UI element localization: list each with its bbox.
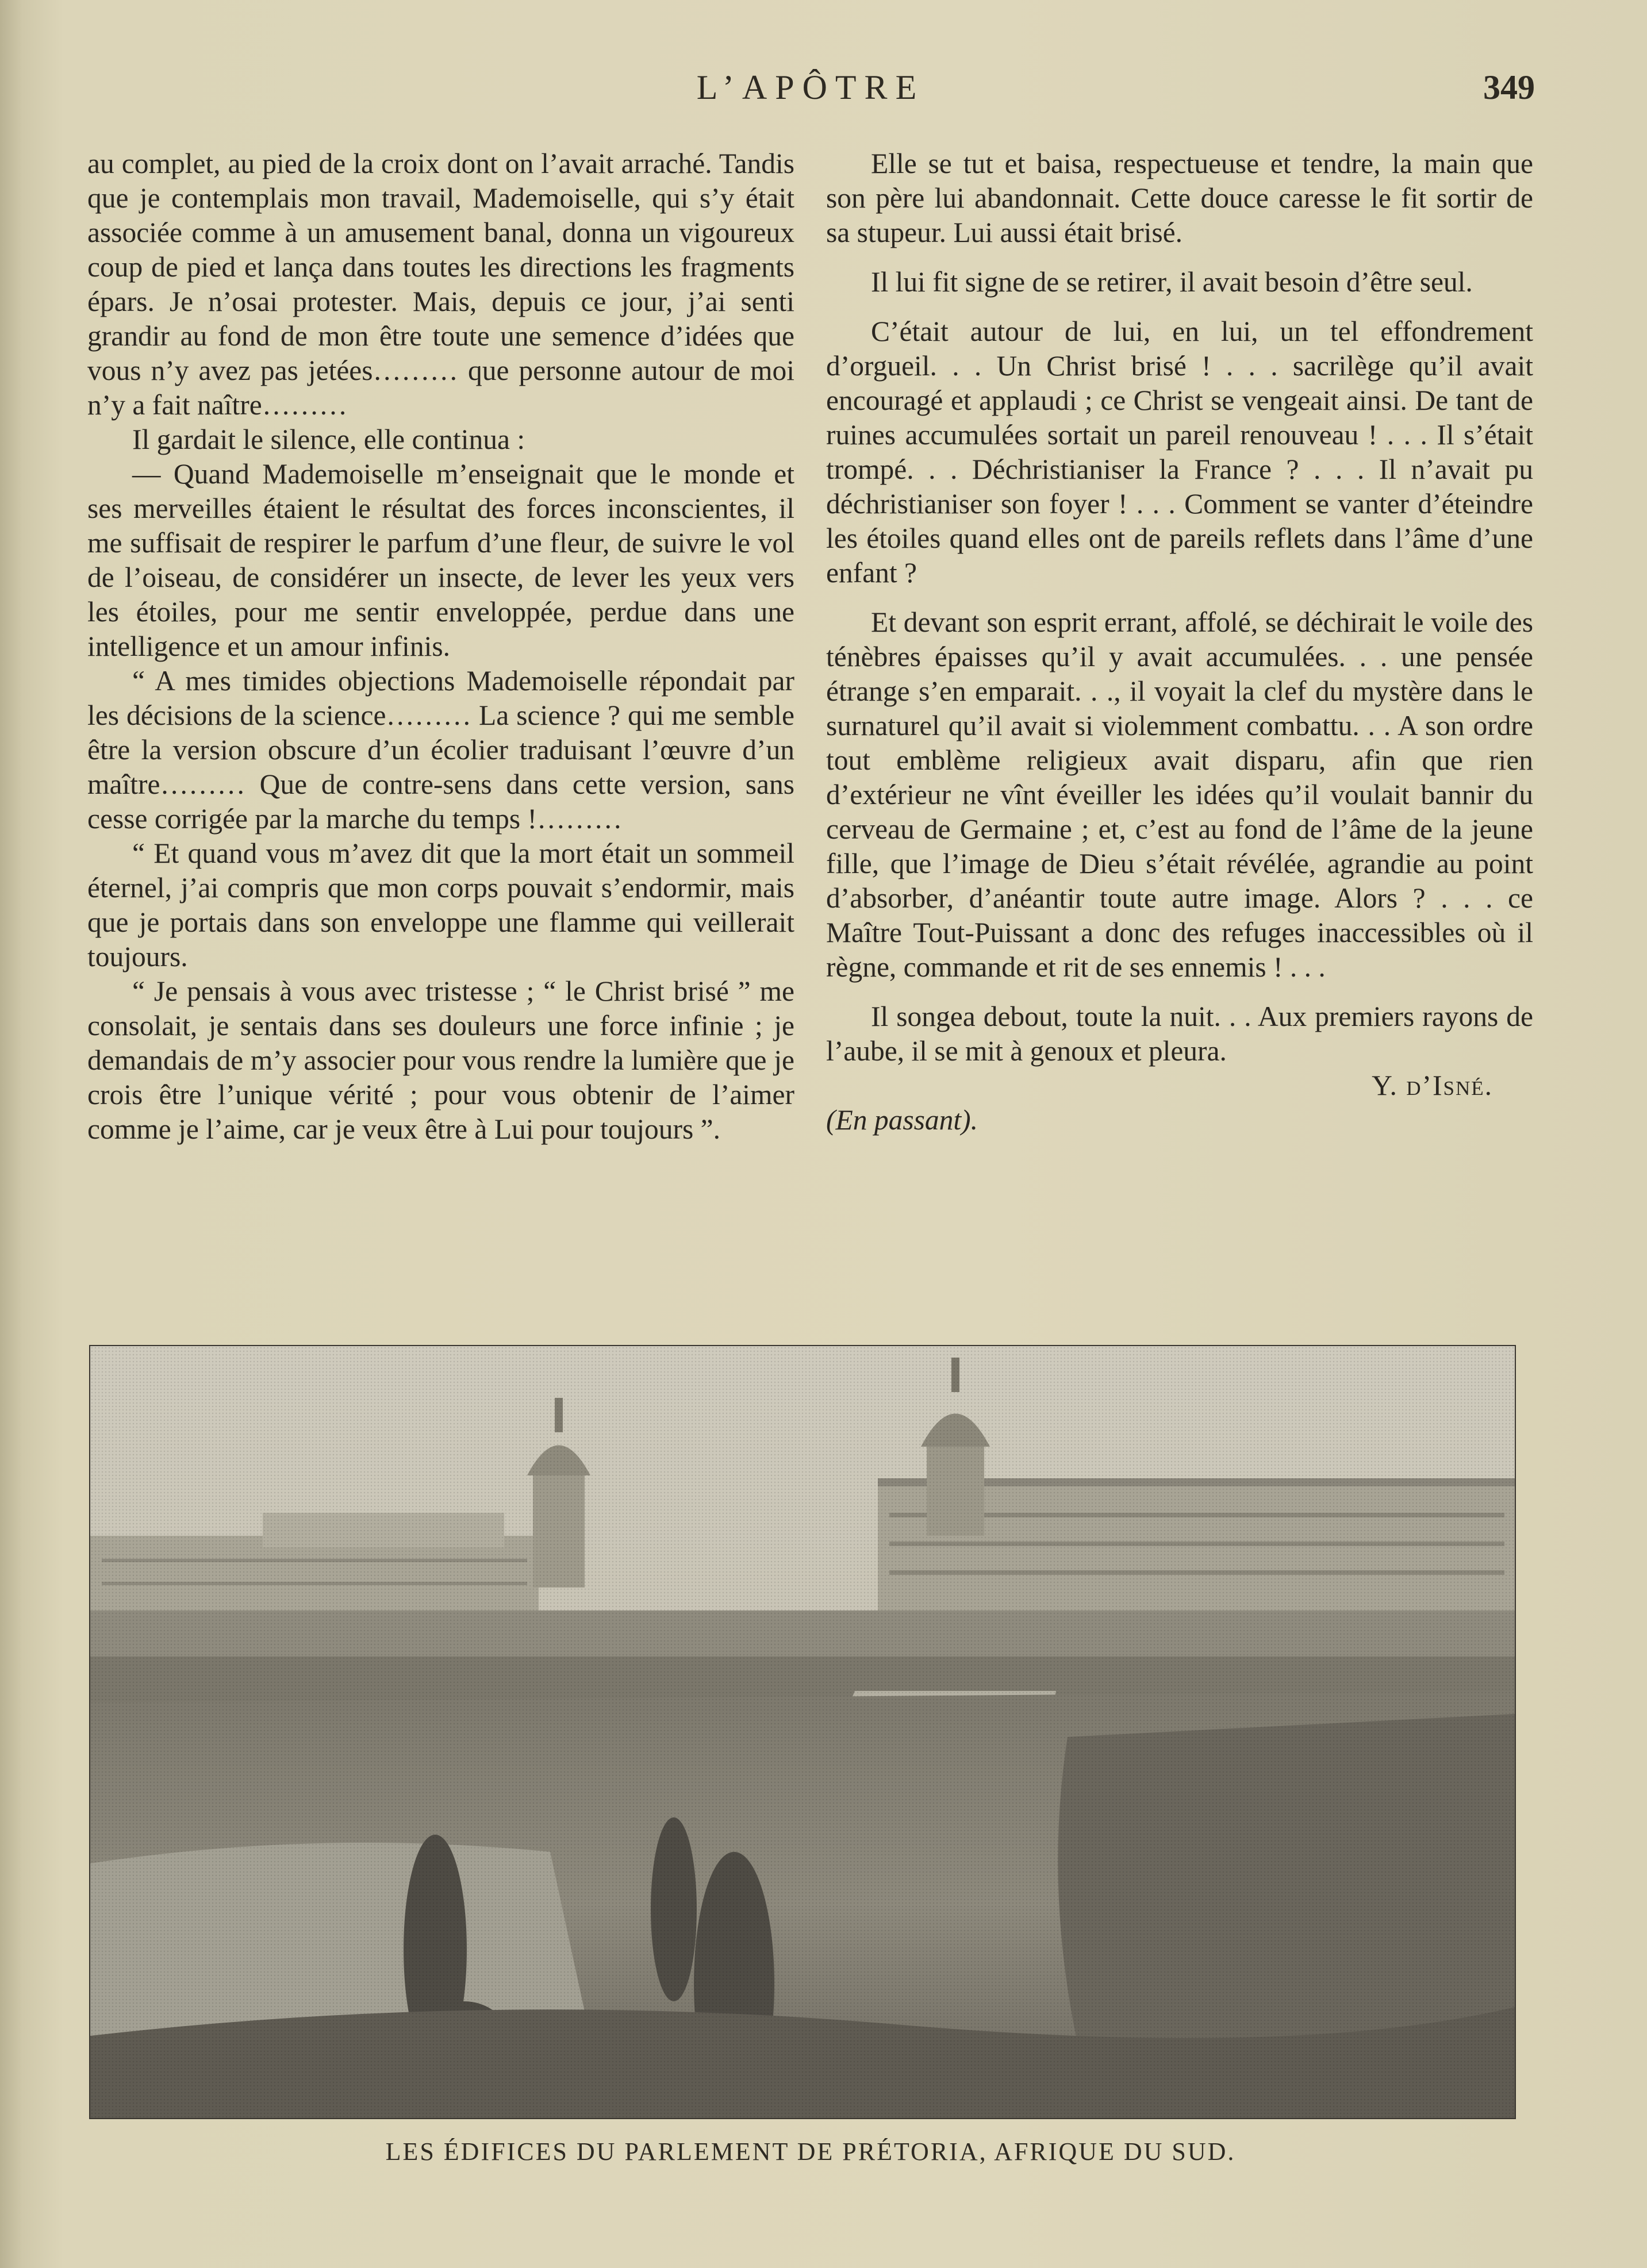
right-column: [826, 147, 1533, 1137]
page-header: [86, 68, 1535, 114]
photo-caption: LES ÉDIFICES DU PARLEMENT DE PRÉTORIA, AFRIQUE DU SUD.: [385, 2138, 1236, 2166]
photo-illustration: [90, 1346, 1515, 2118]
paragraph: “ A mes timides objections Mademoiselle répondait par les décisions de la science……… La science ? qui me semble être la version obscure d’un écolier traduisant l’œuvre d’un maître……… Que de contre-sens dans cette version, sans cesse corrigée par la marche du temps !………: [87, 665, 794, 835]
paragraph: “ Je pensais à vous avec tristesse ; “ le Christ brisé ” me consolait, je sentais dans ses douleurs une force infinie ; je demandais de m’y associer pour vous rendre la lumière que je crois être l’unique vérité ; pour vous obtenir de l’aimer comme je l’aime, car je veux être à Lui pour toujours ”.: [87, 975, 794, 1145]
paragraph: Il songea debout, toute la nuit. . . Aux premiers rayons de l’aube, il se mit à genoux et pleura.: [826, 1001, 1533, 1067]
paragraph: Il gardait le silence, elle continua :: [132, 424, 525, 455]
source-note: (En passant).: [826, 1104, 978, 1136]
paragraph: “ Et quand vous m’avez dit que la mort était un sommeil éternel, j’ai compris que mon corps pouvait s’endormir, mais que je portais dans son enveloppe une flamme qui veillerait toujours.: [87, 837, 794, 972]
paragraph: C’était autour de lui, en lui, un tel effondrement d’orgueil. . . Un Christ brisé ! . . . sacrilège qu’il avait encouragé et applaudi ; ce Christ se vengeait ainsi. De tant de ruines accumulées sortait un pareil renouveau ! . . . Il s’était trompé. . . Déchristianiser la France ? . . . Il n’avait pu déchristianiser son foyer ! . . . Comment se vanter d’éteindre les étoiles quand elles ont de pareils reflets dans l’âme d’une enfant ?: [826, 316, 1533, 589]
paragraph: au complet, au pied de la croix dont on l’avait arraché. Tandis que je contemplais mon travail, Mademoiselle, qui s’y était associée comme à un amusement banal, donna un vigoureux coup de pied et lança dans toutes les directions les fragments épars. Je n’osai protester. Mais, depuis ce jour, j’ai senti grandir au fond de mon être toute une semence d’idées que vous n’y avez pas jetées……… que personne autour de moi n’y a fait naître………: [87, 148, 794, 421]
paragraph: Elle se tut et baisa, respectueuse et tendre, la main que son père lui abandonnait. Cette douce caresse le fit sortir de sa stupeur. Lui aussi était brisé.: [826, 148, 1533, 248]
running-title: L’APÔTRE: [696, 68, 925, 106]
left-column: [87, 147, 794, 1147]
paragraph: — Quand Mademoiselle m’enseignait que le monde et ses merveilles étaient le résultat des forces inconscientes, il me suffisait de respirer le parfum d’une fleur, de suivre le vol de l’oiseau, de considérer un insecte, de lever les yeux vers les étoiles, pour me sentir enveloppée, perdue dans une intelligence et un amour infinis.: [87, 458, 794, 662]
signature-name: d’Isné.: [1406, 1070, 1493, 1101]
signature-initial: Y.: [1372, 1070, 1407, 1101]
author-signature: [826, 1068, 1533, 1103]
parliament-photo: [89, 1345, 1516, 2119]
paragraph: Et devant son esprit errant, affolé, se déchirait le voile des ténèbres épaisses qu’il y avait accumulées. . . une pensée étrange s’en emparait. . ., il voyait la clef du mystère dans le surnaturel qu’il avait si violemment combattu. . . A son ordre tout emblème religieux avait disparu, afin que rien d’extérieur ne vînt éveiller les idées qu’il voulait bannir du cerveau de Germaine ; et, c’est au fond de l’âme de la jeune fille, que l’image de Dieu s’était révélée, agrandie au point d’absorber, d’anéantir toute autre image. Alors ? . . . ce Maître Tout-Puissant a donc des refuges inaccessibles où il règne, commande et rit de ses ennemis ! . . .: [826, 606, 1533, 983]
paragraph: Il lui fit signe de se retirer, il avait besoin d’être seul.: [871, 266, 1473, 298]
page-number: 349: [1483, 68, 1535, 106]
